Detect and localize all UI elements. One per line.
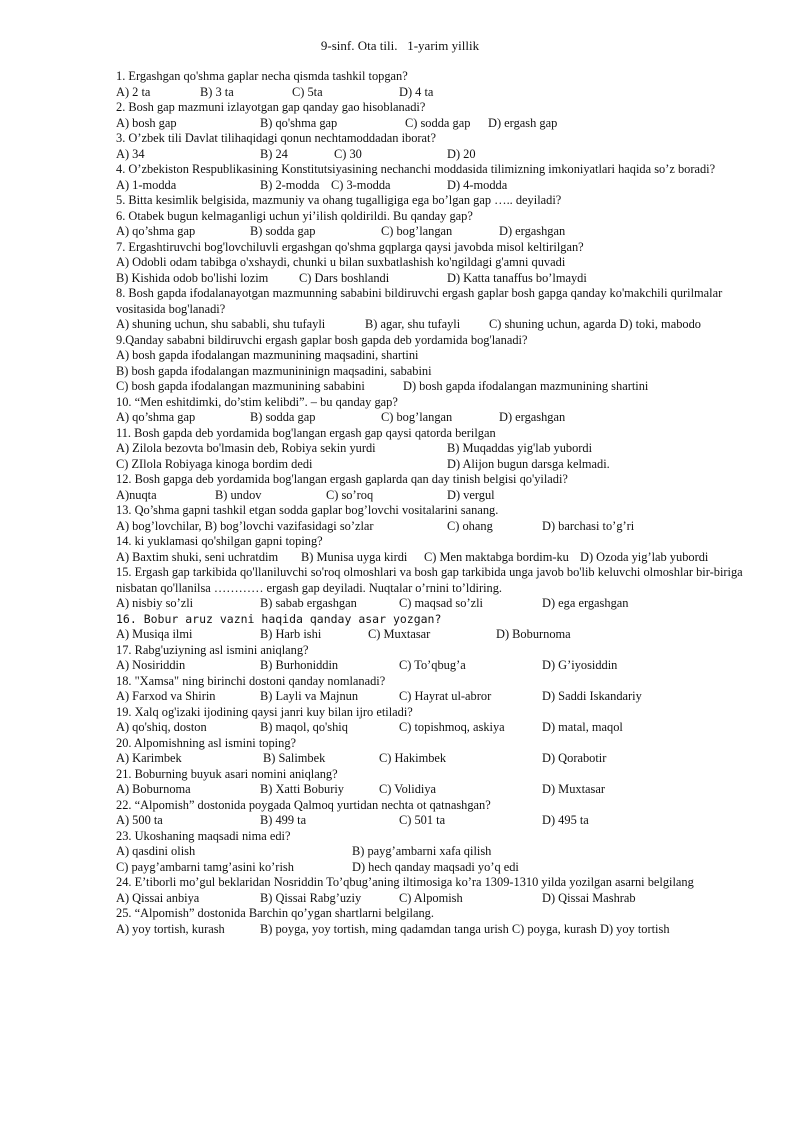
answer-options [116,85,756,101]
answer-option: C) bog’langan [381,224,453,238]
question-line: 22. “Alpomish” dostonida poygada Qalmoq yurtidan nechta ot qatnashgan? [116,797,491,812]
answer-option: B) Munisa uyga kirdi [301,549,408,564]
question-line: 4. O’zbekiston Respublikasining Konstitutsiyasining nechanchi moddasida tilimizning imkoniyatlari haqida so’z boradi? [116,162,716,176]
answer-options [116,891,756,907]
answer-option: A) Karimbek [116,751,182,765]
question-line: 24. E’tiborli mo’gul beklaridan Nosriddin To’qbug’aning iltimosiga ko’ra 1309-1310 yilda yozilgan asarni belgilang [116,875,694,889]
question-line: 8. Bosh gapda ifodalanayotgan mazmunning sababini bildiruvchi ergash gaplar bosh gapga qanday ko'makchili qurilmalar vositasida bog'lanadi? [116,286,723,316]
question-line: 1. Ergashgan qo'shma gaplar necha qismda tashkil topgan? [116,69,408,83]
answer-option: A) bog’lovchilar, B) bog’lovchi vazifasidagi so’zlar [116,518,374,533]
answer-option: D) matal, maqol [542,720,623,734]
answer-option: C) ZIlola Robiyaga kinoga bordim dedi [116,456,313,471]
answer-option: D) bosh gapda ifodalangan mazmunining shartini [403,379,649,393]
answer-option: A) Zilola bezovta bo'lmasin deb, Robiya sekin yurdi [116,441,376,455]
answer-option: B) Xatti Boburiy [260,782,344,796]
question-line: A) Odobli odam tabibga o'xshaydi, chunki u bilan suxbatlashish ko'ngildagi g'amni quvadi [116,255,566,269]
answer-option: A) qasdini olish [116,844,196,858]
answer-options [116,441,756,457]
answer-option: B) Salimbek [263,751,326,765]
answer-option: D) Qorabotir [542,751,607,765]
answer-options [116,627,756,643]
answer-options [116,519,756,535]
answer-option: D) 20 [447,146,476,161]
answer-option: B) Layli va Majnun [260,689,359,703]
answer-option: C) topishmoq, askiya [399,720,505,734]
answer-option: B) poyga, yoy tortish, ming qadamdan tanga urish C) poyga, kurash D) yoy tortish [260,921,670,936]
answer-option: B) sabab ergashgan [260,596,357,610]
answer-options [116,116,756,132]
answer-option: B) Qissai Rabg’uziy [260,890,362,905]
question-line: 12. Bosh gapga deb yordamida bog'langan ergash gaplarda qan day tinish belgisi qo'yiladi? [116,472,568,486]
answer-option: C) Men maktabga bordim-ku [424,549,569,564]
answer-option: A) 34 [116,146,145,161]
answer-option: C) Dars boshlandi [299,270,390,285]
answer-options [116,488,756,504]
answer-option: A) 500 ta [116,813,163,827]
answer-option: B) sodda gap [250,410,316,424]
answer-option: D) 4 ta [399,84,434,99]
answer-option: B) Harb ishi [260,627,322,641]
answer-option: A)nuqta [116,487,157,502]
answer-option: C) Volidiya [379,782,437,796]
answer-option: D) 495 ta [542,813,589,827]
question-line: 7. Ergashtiruvchi bog'lovchiluvli ergashgan qo'shma gqplarga qaysi javobda misol keltirilgan? [116,239,584,254]
question-line: A) bosh gapda ifodalangan mazmunining maqsadini, shartini [116,348,419,362]
answer-option: D) 4-modda [447,177,508,192]
answer-option: C) 5ta [292,84,323,99]
answer-option: D) hech qanday maqsadi yo’q edi [352,859,519,874]
answer-options [116,271,756,287]
question-line: 17. Rabg'uziyning asl ismini aniqlang? [116,642,309,657]
answer-options [116,813,756,829]
answer-option: A) 1-modda [116,177,177,192]
answer-options [116,550,756,566]
answer-options [116,178,756,194]
answer-options [116,860,756,876]
answer-option: B) Muqaddas yig'lab yubordi [447,441,593,455]
answer-option: C) maqsad so’zli [399,596,483,610]
question-line: 6. Otabek bugun kelmaganligi uchun yi’ilish qoldirildi. Bu qanday gap? [116,208,473,223]
answer-option: B) 24 [260,146,288,161]
answer-option: B) 3 ta [200,84,234,99]
answer-option: A) Baxtim shuki, seni uchratdim [116,549,279,564]
answer-option: A) Nosiriddin [116,658,186,672]
question-line: 10. “Men eshitdimki, do’stim kelibdi”. – bu qanday gap? [116,394,398,409]
answer-option: D) Katta tanaffus bo’lmaydi [447,270,587,285]
answer-option: A) qo'shiq, doston [116,720,207,734]
answer-option: C) bosh gapda ifodalangan mazmunining sababini [116,379,365,393]
answer-options [116,720,756,736]
answer-option: C) 3-modda [331,177,391,192]
answer-options [116,224,756,240]
answer-option: A) Farxod va Shirin [116,689,216,703]
answer-option: B) maqol, qo'shiq [260,720,348,734]
answer-options [116,147,756,163]
answer-option: B) agar, shu tufayli [365,317,461,331]
answer-option: C) so’roq [326,487,374,502]
answer-option: B) sodda gap [250,224,316,238]
answer-options [116,844,756,860]
answer-option: D) Muxtasar [542,782,605,796]
document-header: 9-sinf. Ota tili. 1-yarim yillik [320,38,480,53]
answer-options [116,317,756,333]
answer-option: B) 499 ta [260,813,307,827]
answer-option: C) shuning uchun, agarda D) toki, mabodo [489,317,701,331]
question-line: 3. O’zbek tili Davlat tilihaqidagi qonun nechtamoddadan iborat? [116,131,436,145]
question-line: 19. Xalq og'izaki ijodining qaysi janri kuy bilan ijro etiladi? [116,704,413,719]
answer-option: D) ergashgan [499,410,566,424]
question-line: 20. Alpomishning asl ismini toping? [116,735,297,750]
question-line: 13. Qo’shma gapni tashkil etgan sodda gaplar bog’lovchi vositalarini sanang. [116,503,499,517]
answer-option: C) Hayrat ul-abror [399,689,492,703]
answer-option: C) ohang [447,518,493,533]
answer-option: D) ergash gap [488,115,558,130]
answer-option: A) shuning uchun, shu sababli, shu tufayli [116,317,326,331]
answer-option: C) bog’langan [381,410,453,424]
answer-option: D) Ozoda yig’lab yubordi [580,549,709,564]
question-line: 9.Qanday sababni bildiruvchi ergash gaplar bosh gapda deb yordamida bog'lanadi? [116,332,528,347]
question-line: 15. Ergash gap tarkibida qo'llaniluvchi so'roq olmoshlari va bosh gap tarkibida unga javob bo'lib keluvchi olmoshlar bir-biriga nisbatan qo'llanilsa ………… ergash gap deyiladi. Nuqtalar o’rnini to’ldiring. [116,565,743,595]
answer-option: C) payg’ambarni tamg’asini ko’rish [116,859,294,874]
answer-option: A) qo’shma gap [116,410,196,424]
answer-options [116,410,756,426]
answer-option: C) Hakimbek [379,751,447,765]
answer-option: C) 30 [334,146,362,161]
answer-option: C) sodda gap [405,115,471,130]
answer-options [116,689,756,705]
answer-option: C) 501 ta [399,813,446,827]
answer-options [116,751,756,767]
answer-option: A) yoy tortish, kurash [116,921,225,936]
answer-option: D) Alijon bugun darsga kelmadi. [447,456,610,471]
question-line: B) bosh gapda ifodalangan mazmunininign maqsadini, sababini [116,363,432,378]
answer-option: D) Boburnoma [496,627,571,641]
answer-option: D) G’iyosiddin [542,658,618,672]
answer-option: B) undov [215,487,262,502]
answer-options [116,596,756,612]
answer-option: A) nisbiy so’zli [116,596,194,610]
answer-option: B) 2-modda [260,177,320,192]
question-line: 5. Bitta kesimlik belgisida, mazmuniy va ohang tugalligiga ega bo’lgan gap ….. deyiladi? [116,193,562,207]
answer-option: D) Qissai Mashrab [542,890,636,905]
question-line: 23. Ukoshaning maqsadi nima edi? [116,828,291,843]
answer-options [116,922,756,938]
answer-option: B) Kishida odob bo'lishi lozim [116,270,269,285]
answer-option: A) Qissai anbiya [116,890,200,905]
answer-option: D) ega ergashgan [542,596,629,610]
answer-option: A) Musiqa ilmi [116,627,193,641]
answer-option: C) Alpomish [399,890,463,905]
answer-option: C) Muxtasar [368,627,431,641]
question-line: 11. Bosh gapda deb yordamida bog'langan ergash gap qaysi qatorda berilgan [116,425,496,440]
answer-option: A) Boburnoma [116,782,191,796]
question-line: 14. ki yuklamasi qo'shilgan gapni toping? [116,534,323,548]
question-line: 2. Bosh gap mazmuni izlayotgan gap qanday gao hisoblanadi? [116,100,426,114]
answer-options [116,658,756,674]
question-line: 21. Boburning buyuk asari nomini aniqlang? [116,766,338,781]
answer-option: B) Burhoniddin [260,658,339,672]
question-list [116,69,756,937]
answer-option: C) To’qbug’a [399,658,466,672]
answer-option: A) bosh gap [116,115,177,130]
question-line: 18. "Xamsa" ning birinchi dostoni qanday nomlanadi? [116,673,386,688]
question-line: 25. “Alpomish” dostonida Barchin qo’ygan shartlarni belgilang. [116,906,434,920]
answer-options [116,457,756,473]
answer-option: D) vergul [447,487,495,502]
answer-options [116,782,756,798]
question-line: 16. Bobur aruz vazni haqida qanday asar yozgan? [116,611,442,626]
answer-option: A) 2 ta [116,84,151,99]
answer-option: D) barchasi to’g’ri [542,518,635,533]
answer-option: D) ergashgan [499,224,566,238]
answer-option: B) qo'shma gap [260,115,338,130]
answer-option: A) qo’shma gap [116,224,196,238]
answer-options [116,379,756,395]
answer-option: B) payg’ambarni xafa qilish [352,844,492,858]
answer-option: D) Saddi Iskandariy [542,689,642,703]
